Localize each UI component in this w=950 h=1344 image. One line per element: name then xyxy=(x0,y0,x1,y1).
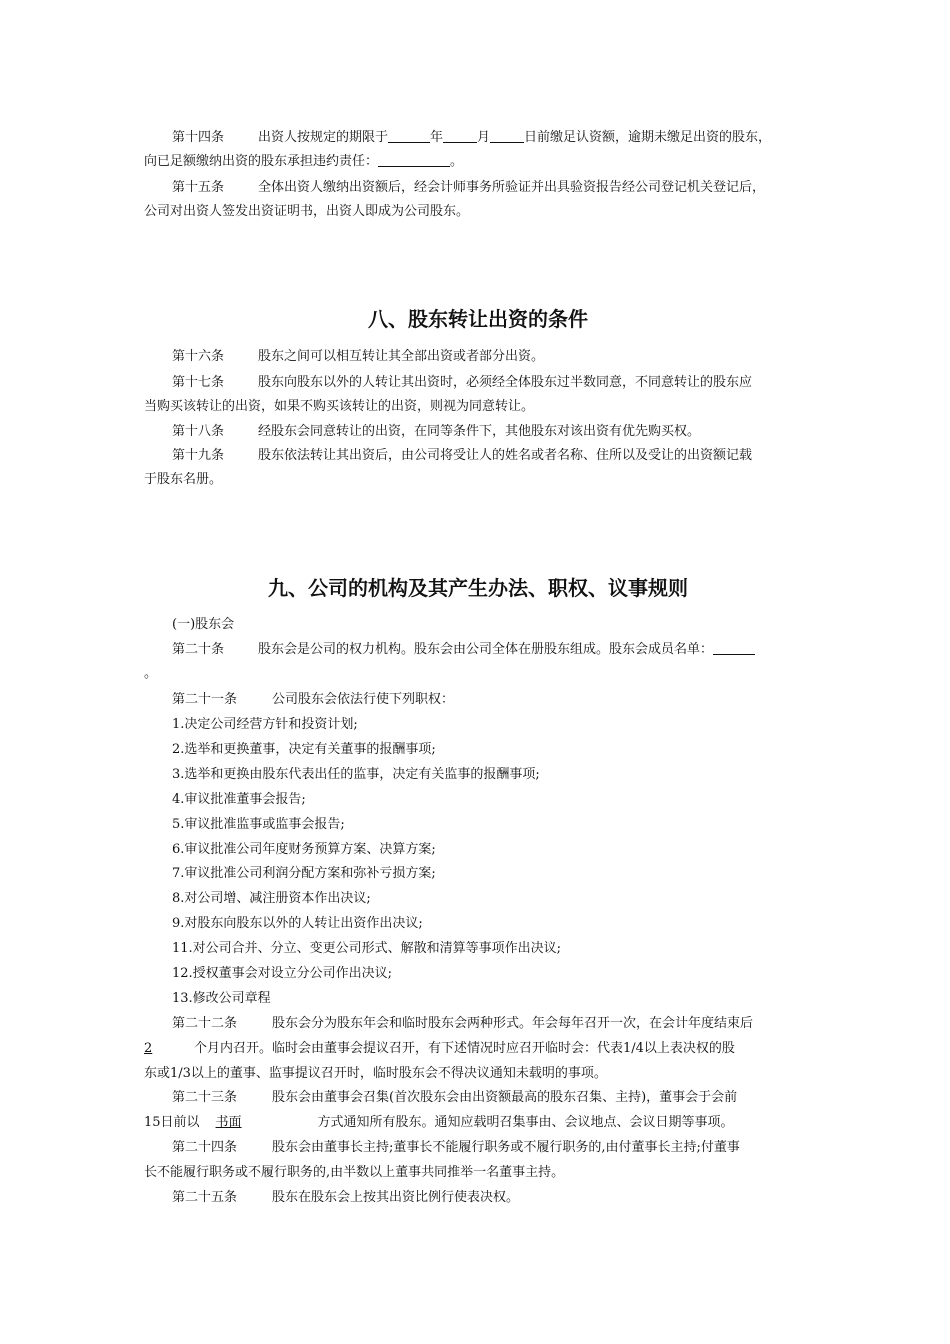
article-label: 第十六条 xyxy=(172,349,225,364)
section-heading-9: 九、公司的机构及其产生办法、职权、议事规则 xyxy=(268,576,688,600)
blank-liability xyxy=(378,150,450,167)
list-item: 3.选举和更换由股东代表出任的监事，决定有关监事的报酬事项; xyxy=(172,767,540,782)
article-23-line-2: 15日前以 书面 方式通知所有股东。通知应载明召集事由、会议地点、会议日期等事项。 xyxy=(144,1111,812,1135)
article-15-line-2: 公司对出资人签发出资证明书，出资人即成为公司股东。 xyxy=(144,204,470,219)
list-item: 6.审议批准公司年度财务预算方案、决算方案; xyxy=(172,842,436,857)
article-label: 第二十一条 xyxy=(172,692,238,707)
list-item: 1.决定公司经营方针和投资计划; xyxy=(172,717,358,732)
article-19-line-1: 第十九条 股东依法转让其出资后，由公司将受让人的姓名或者名称、住所以及受让的出资额记载 xyxy=(144,444,840,468)
article-24-line-2: 长不能履行职务或不履行职务的,由半数以上董事共同推举一名董事主持。 xyxy=(144,1165,565,1180)
list-item: 4.审议批准董事会报告; xyxy=(172,792,306,807)
article-20-line-2: 。 xyxy=(144,666,158,681)
article-label: 第二十四条 xyxy=(172,1140,238,1155)
article-14-line-1: 第十四条 出资人按规定的期限于 年 月 日前缴足认资额，逾期未缴足出资的股东， xyxy=(144,126,840,150)
article-label: 第二十五条 xyxy=(172,1190,238,1205)
list-item: 7.审议批准公司利润分配方案和弥补亏损方案; xyxy=(172,866,436,881)
article-23-line-1: 第二十三条 股东会由董事会召集(首次股东会由出资额最高的股东召集、主持)，董事会于会前 xyxy=(144,1086,840,1110)
list-item: 8.对公司增、减注册资本作出决议; xyxy=(172,891,371,906)
article-22-line-3: 东或1/3以上的董事、监事提议召开时，临时股东会不得决议通知未载明的事项。 xyxy=(144,1066,607,1081)
article-25: 第二十五条 股东在股东会上按其出资比例行使表决权。 xyxy=(144,1186,840,1210)
article-label: 第二十二条 xyxy=(172,1016,238,1031)
section-heading-8: 八、股东转让出资的条件 xyxy=(368,307,588,331)
article-17-line-1: 第十七条 股东向股东以外的人转让其出资时，必须经全体股东过半数同意，不同意转让的股东应 xyxy=(144,371,840,395)
list-item: 11.对公司合并、分立、变更公司形式、解散和清算等事项作出决议; xyxy=(172,941,562,956)
article-label: 第十八条 xyxy=(172,424,225,439)
list-item: 12.授权董事会对设立分公司作出决议; xyxy=(172,966,393,981)
article-15-line-1: 第十五条 全体出资人缴纳出资额后，经会计师事务所验证并出具验资报告经公司登记机关登记后， xyxy=(144,176,840,200)
blank-member-list xyxy=(713,638,755,655)
filled-notice-method: 书面 xyxy=(215,1115,242,1130)
article-17-line-2: 当购买该转让的出资，如果不购买该转让的出资，则视为同意转让。 xyxy=(144,399,535,414)
article-label: 第十四条 xyxy=(172,130,225,145)
article-label: 第二十三条 xyxy=(172,1090,238,1105)
article-label: 第二十条 xyxy=(172,642,225,657)
blank-year xyxy=(388,126,430,143)
article-label: 第十九条 xyxy=(172,448,225,463)
filled-months: 2 xyxy=(144,1041,153,1056)
blank-day xyxy=(490,126,524,143)
list-item: 13.修改公司章程 xyxy=(172,991,271,1006)
article-24-line-1: 第二十四条 股东会由董事长主持;董事长不能履行职务或不履行职务的,由付董事长主持;付董事 xyxy=(144,1136,840,1160)
article-20-line-1: 第二十条 股东会是公司的权力机构。股东会由公司全体在册股东组成。股东会成员名单： xyxy=(144,638,840,662)
article-21: 第二十一条 公司股东会依法行使下列职权： xyxy=(144,688,840,712)
article-label: 第十五条 xyxy=(172,180,225,195)
list-item: 9.对股东向股东以外的人转让出资作出决议; xyxy=(172,916,423,931)
article-14-line-2: 向已足额缴纳出资的股东承担违约责任： 。 xyxy=(144,150,812,174)
blank-month xyxy=(443,126,477,143)
subsection-title: (一)股东会 xyxy=(172,617,235,632)
article-22-line-2: 2 个月内召开。临时会由董事会提议召开，有下述情况时应召开临时会：代表1/4以上表决权的股 xyxy=(144,1037,812,1061)
article-label: 第十七条 xyxy=(172,375,225,390)
list-item: 5.审议批准监事或监事会报告; xyxy=(172,817,345,832)
article-18: 第十八条 经股东会同意转让的出资，在同等条件下，其他股东对该出资有优先购买权。 xyxy=(144,420,840,444)
list-item: 2.选举和更换董事，决定有关董事的报酬事项; xyxy=(172,742,436,757)
article-22-line-1: 第二十二条 股东会分为股东年会和临时股东会两种形式。年会每年召开一次，在会计年度结束后 xyxy=(144,1012,840,1036)
article-16: 第十六条 股东之间可以相互转让其全部出资或者部分出资。 xyxy=(144,345,840,369)
article-19-line-2: 于股东名册。 xyxy=(144,472,223,487)
